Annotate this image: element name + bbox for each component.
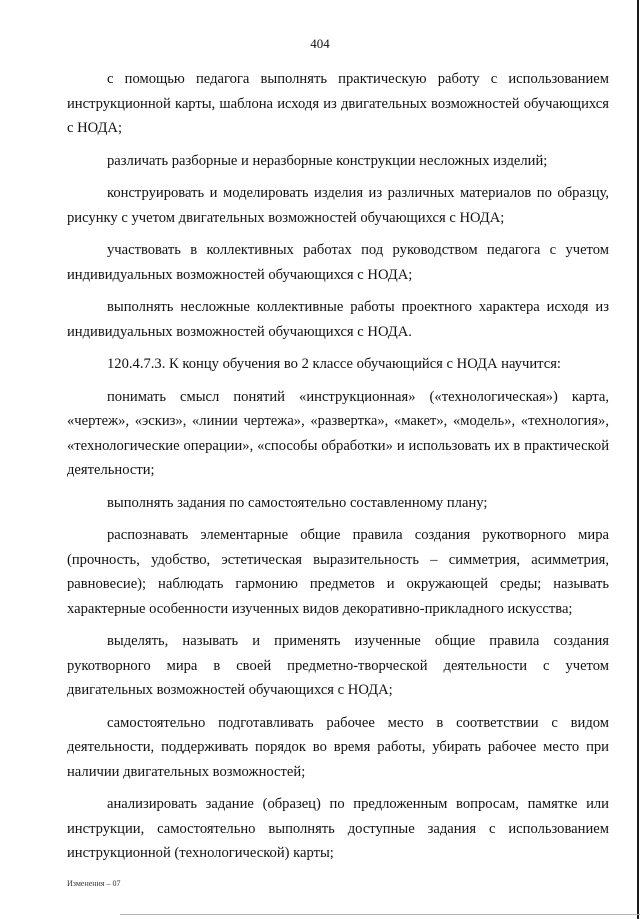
paragraph: конструировать и моделировать изделия из различных материалов по образцу, рисунку с учетом двигательных возможностей обучающихся с НОДА; [67,185,609,226]
paragraph: анализировать задание (образец) по предложенным вопросам, памятке или инструкции, самостоятельно выполнять доступные задания с использованием инструкционной (технологической) карты; [67,796,609,861]
section-heading-paragraph: 120.4.7.3. К концу обучения во 2 классе обучающийся с НОДА научится: [107,356,561,372]
scan-edge-right [637,0,639,919]
page-number: 404 [310,36,330,51]
paragraph: с помощью педагога выполнять практическую работу с использованием инструкционной карты, шаблона исходя из двигательных возможностей обучающихся с НОДА; [67,71,609,136]
paragraph: выполнять задания по самостоятельно составленному плану; [107,494,488,511]
scan-edge-bottom [120,914,640,915]
paragraph: выделять, называть и применять изученные общие правила создания рукотворного мира в своей предметно-творческой деятельности с учетом двигательных возможностей обучающихся с НОДА; [67,633,609,698]
paragraph: участвовать в коллективных работах под руководством педагога с учетом индивидуальных возможностей обучающихся с НОДА; [67,242,609,283]
paragraph: различать разборные и неразборные конструкции несложных изделий; [107,152,548,169]
document-body [67,67,609,874]
paragraph: понимать смысл понятий «инструкционная» («технологическая») карта, «чертеж», «эскиз», «линии чертежа», «развертка», «макет», «модель», «технология», «технологические операции», «способы обработки» и использовать их в практической деятельности; [67,388,609,478]
paragraph: выполнять несложные коллективные работы проектного характера исходя из индивидуальных возможностей обучающихся с НОДА. [67,299,609,340]
paragraph: распознавать элементарные общие правила создания рукотворного мира (прочность, удобство, эстетическая выразительность – симметрия, асимметрия, равновесие); наблюдать гармонию предметов и окружающей среды; называть характерные особенности изученных видов декоративно-прикладного искусства; [67,527,609,617]
footer-revision-note: Изменения – 07 [67,879,121,888]
paragraph: самостоятельно подготавливать рабочее место в соответствии с видом деятельности, поддерживать порядок во время работы, убирать рабочее место при наличии двигательных возможностей; [67,714,609,780]
